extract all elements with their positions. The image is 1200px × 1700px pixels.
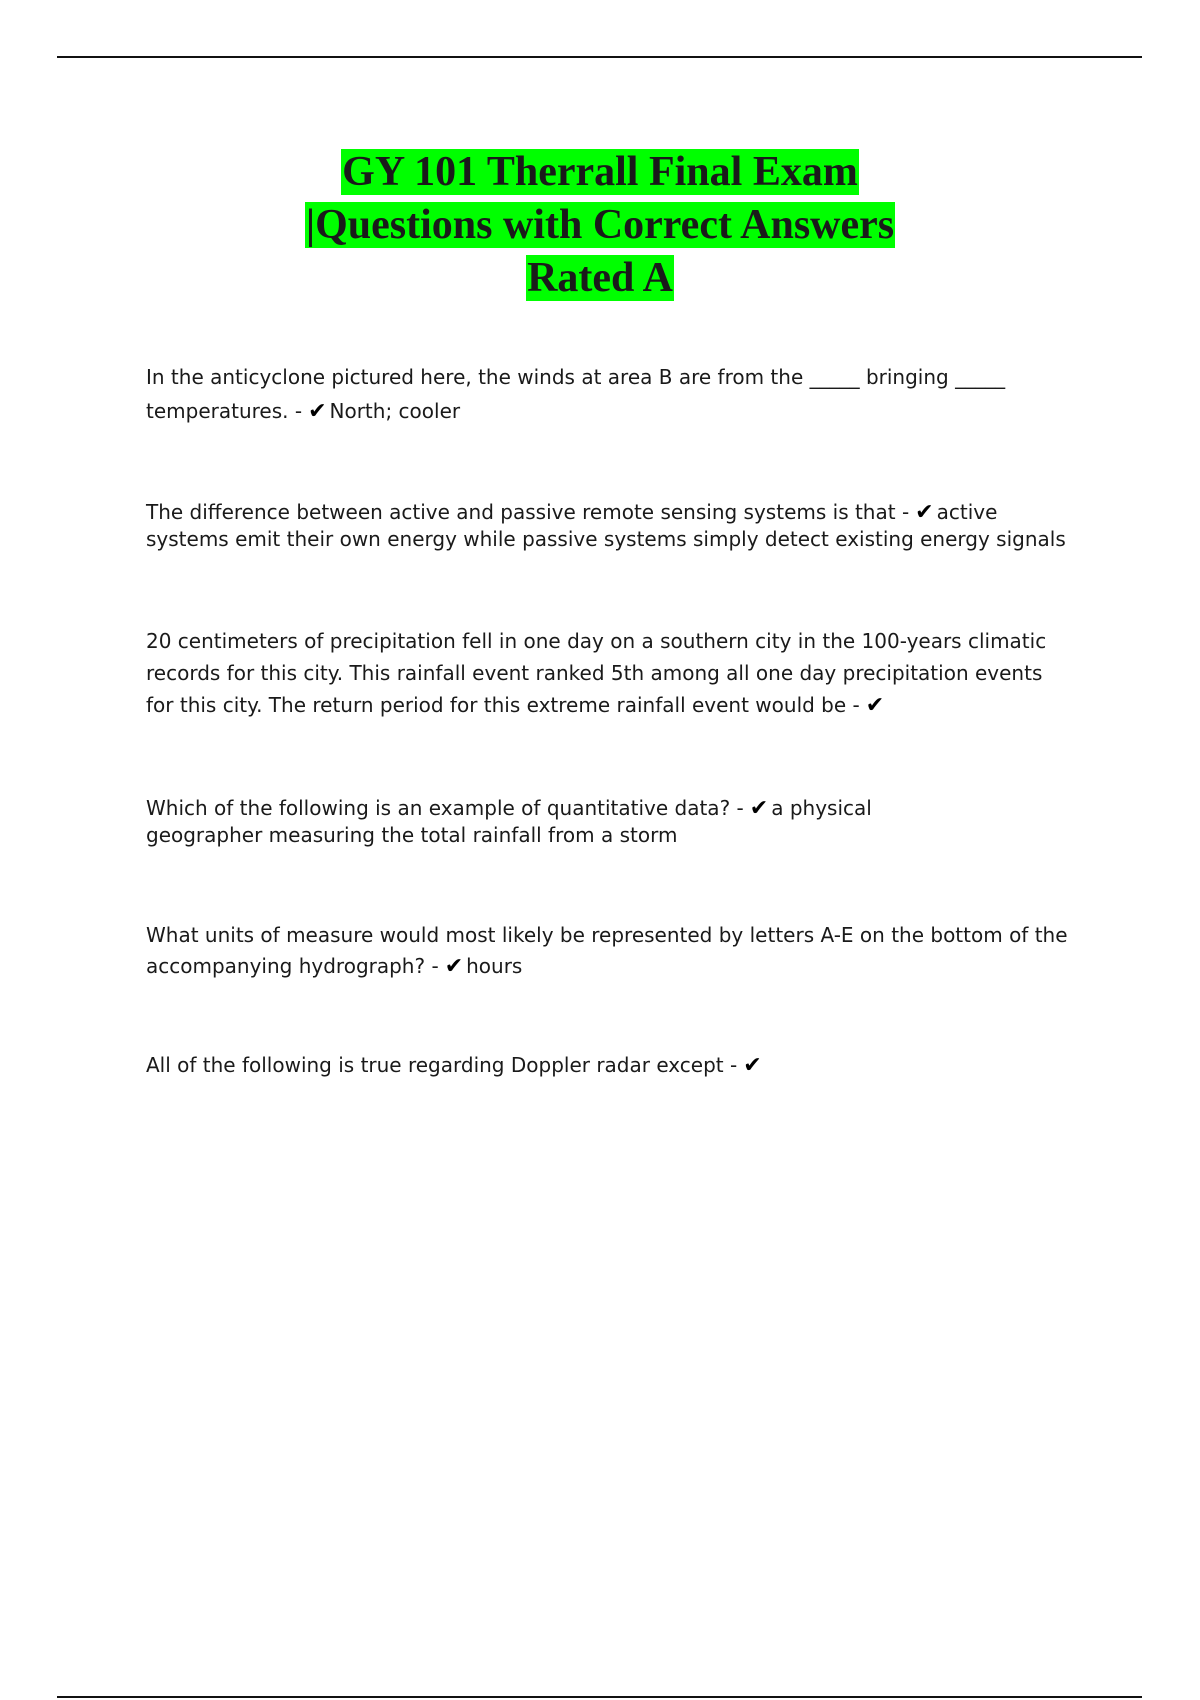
qa-item-4 [146, 795, 1076, 848]
question-text: accompanying hydrograph? - [146, 954, 439, 978]
answer-text: systems emit their own energy while passive systems simply detect existing energy signals [146, 527, 1066, 551]
question-text: 20 centimeters of precipitation fell in one day on a southern city in the 100-years climatic [146, 629, 1047, 653]
document-title [0, 146, 1200, 305]
question-text: temperatures. - [146, 399, 303, 423]
qa-item-5 [146, 920, 1076, 982]
answer-text: hours [466, 954, 523, 978]
qa-item-2 [146, 499, 1076, 552]
answer-text: a physical [771, 796, 872, 820]
question-text: In the anticyclone pictured here, the winds at area B are from the _____ bringing _____ [146, 365, 1006, 389]
checkmark-icon: ✔ [865, 693, 885, 718]
question-text: All of the following is true regarding Doppler radar except - [146, 1053, 738, 1077]
question-text: What units of measure would most likely be represented by letters A-E on the bottom of the [146, 923, 1068, 947]
question-text: for this city. The return period for this extreme rainfall event would be - [146, 693, 860, 717]
checkmark-icon: ✔ [915, 500, 934, 525]
answer-text: active [936, 500, 998, 524]
question-text: records for this city. This rainfall event ranked 5th among all one day precipitation events [146, 661, 1043, 685]
answer-text: North; cooler [329, 399, 461, 423]
title-line: |Questions with Correct Answers [305, 202, 895, 248]
checkmark-icon: ✔ [444, 954, 464, 979]
question-text: Which of the following is an example of quantitative data? - [146, 796, 744, 820]
title-line: GY 101 Therrall Final Exam [342, 149, 858, 195]
answer-text: geographer measuring the total rainfall from a storm [146, 823, 678, 847]
qa-item-3 [146, 625, 1076, 722]
qa-item-1 [146, 360, 1076, 429]
checkmark-icon: ✔ [749, 796, 769, 821]
question-text: The difference between active and passive remote sensing systems is that - [146, 500, 910, 524]
qa-item-6 [146, 1050, 1076, 1081]
bottom-rule [57, 1696, 1142, 1698]
title-line: Rated A [527, 255, 673, 301]
checkmark-icon: ✔ [308, 399, 327, 424]
top-rule [57, 56, 1142, 58]
checkmark-icon: ✔ [743, 1053, 762, 1078]
